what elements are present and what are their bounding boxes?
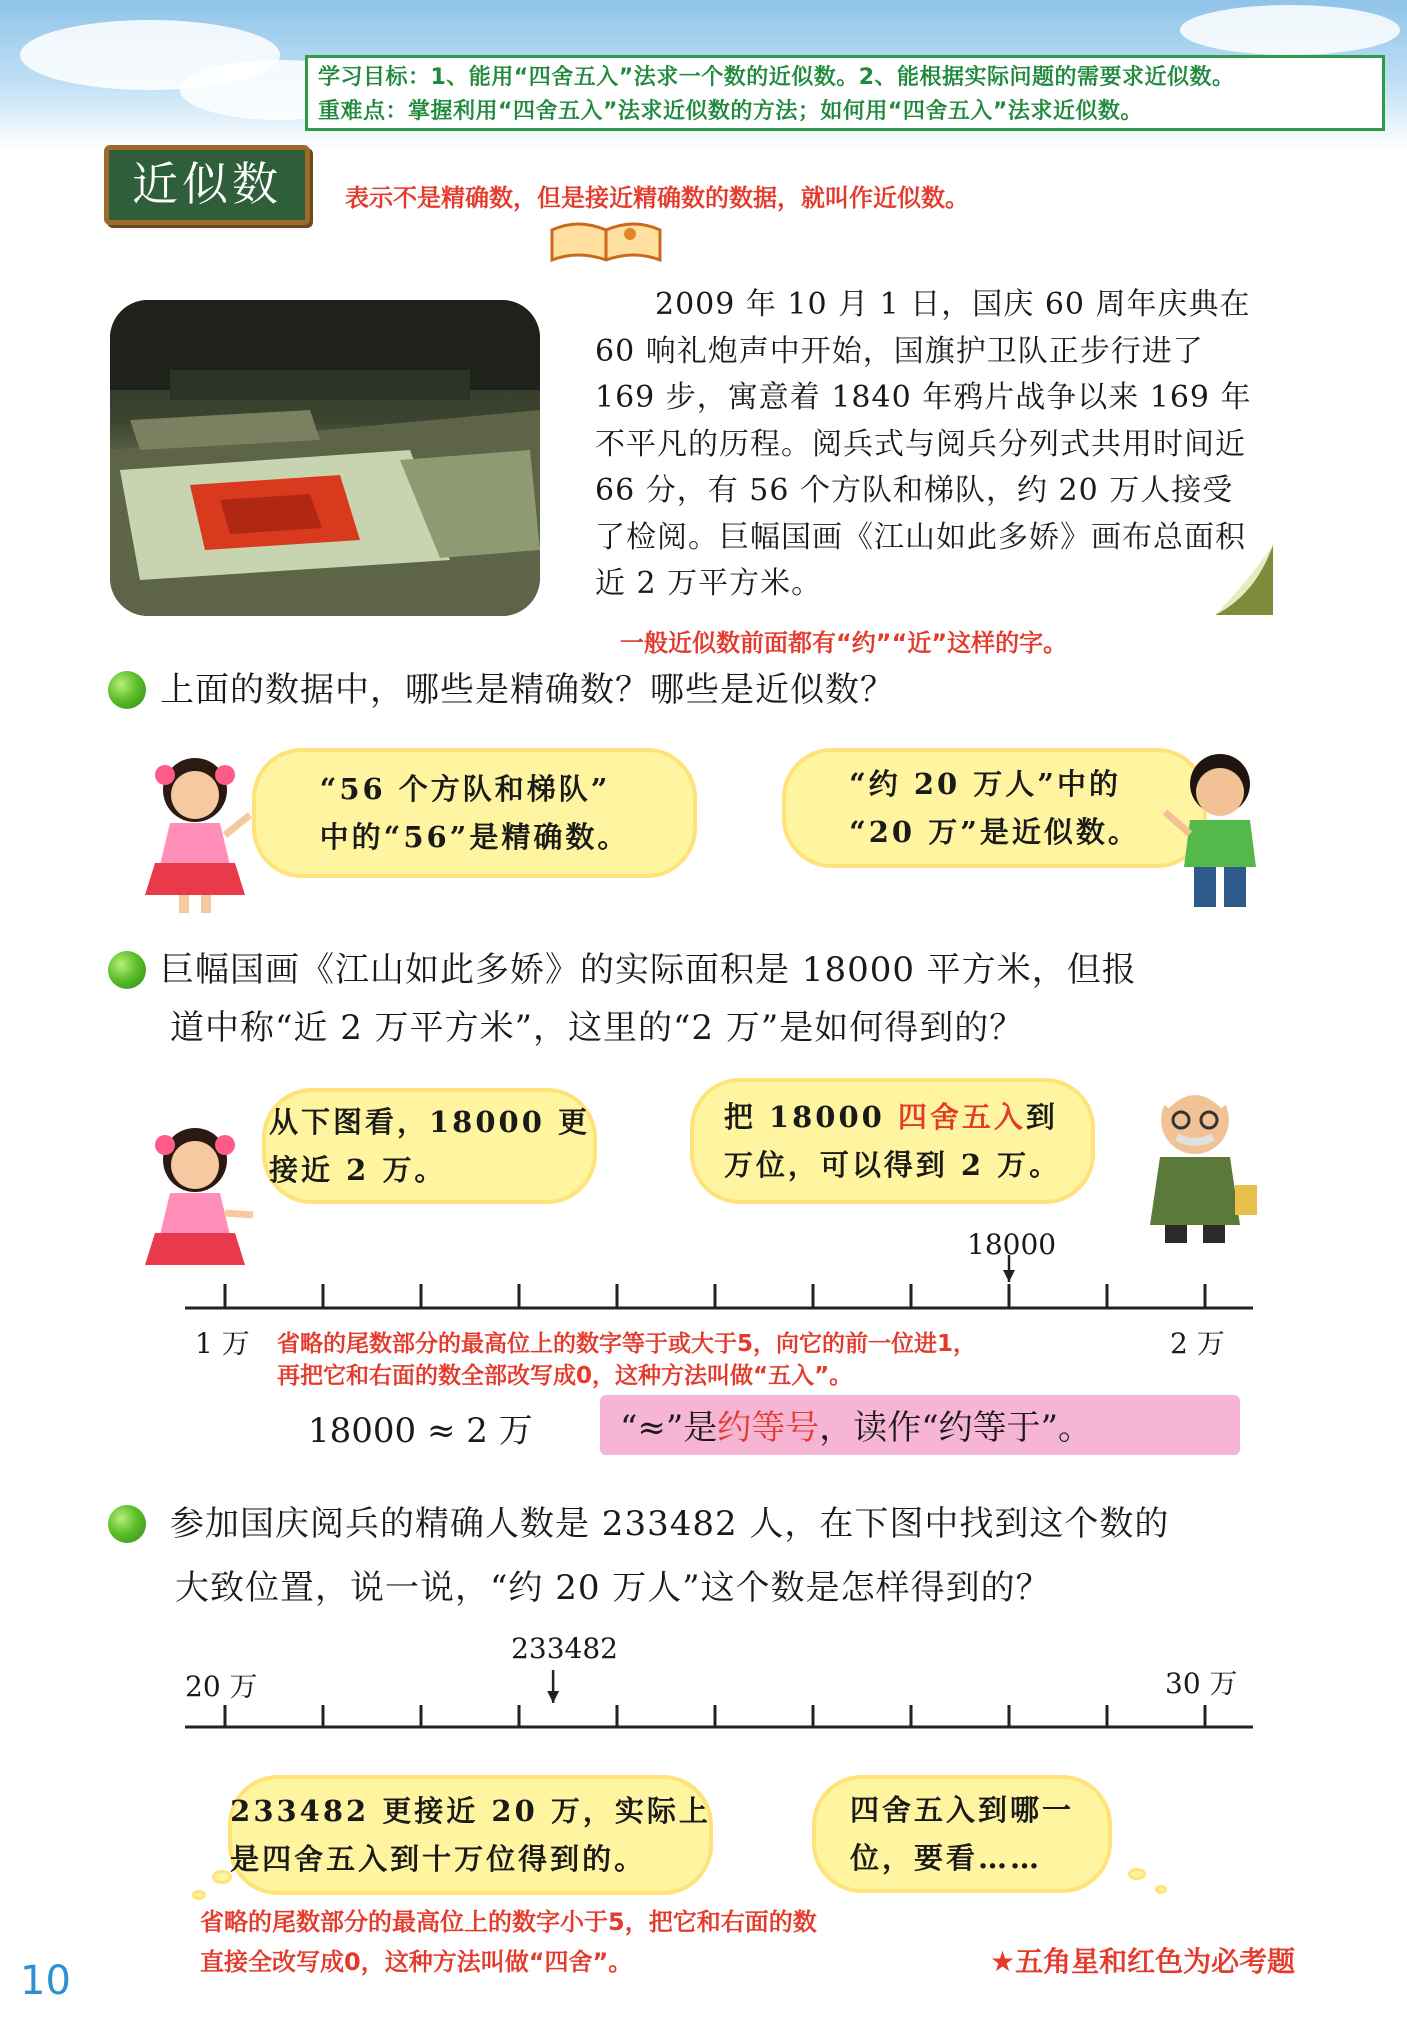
number-line-2 bbox=[185, 1660, 1255, 1735]
speech-bubble-q1-left bbox=[252, 748, 697, 878]
question-2-line-2: 道中称“近 2 万平方米”，这里的“2 万”是如何得到的？ bbox=[170, 1008, 1025, 1048]
marker-label-233482: 233482 bbox=[511, 1632, 618, 1665]
question-3-line-1: 参加国庆阅兵的精确人数是 233482 人，在下图中找到这个数的 bbox=[170, 1504, 1170, 1544]
parade-photo bbox=[110, 300, 540, 616]
bubble-text: “约 20 万人”中的 “20 万”是近似数。 bbox=[849, 767, 1140, 849]
speech-bubble-q3-right bbox=[812, 1775, 1112, 1893]
question-3-line-2: 大致位置，说一说，“约 20 万人”这个数是怎样得到的？ bbox=[175, 1568, 1051, 1608]
footer-star-note: ★五角星和红色为必考题 bbox=[990, 1945, 1296, 1978]
approx-note-part: “≈”是 bbox=[620, 1408, 718, 1448]
speech-bubble-q2-right bbox=[690, 1078, 1095, 1204]
rounding-up-note-1: 省略的尾数部分的最高位上的数字等于或大于5，向它的前一位进1， bbox=[277, 1331, 977, 1357]
axis-label-start: 20 万 bbox=[185, 1670, 258, 1703]
page-number: 10 bbox=[20, 1958, 71, 2004]
approx-note-highlight: 约等号 bbox=[717, 1408, 820, 1448]
boy-character-icon bbox=[1160, 742, 1280, 912]
cloud-decoration bbox=[1180, 5, 1400, 55]
thought-dot bbox=[1155, 1885, 1167, 1894]
bubble-text: 从下图看，18000 更 接近 2 万。 bbox=[269, 1105, 590, 1187]
bubble-text: 四舍五入到哪一 位，要看…… bbox=[849, 1793, 1074, 1875]
approx-sign-note bbox=[620, 1400, 1092, 1449]
axis-label-end: 2 万 bbox=[1170, 1327, 1225, 1360]
thought-dot bbox=[212, 1870, 232, 1884]
speech-bubble-q2-left bbox=[262, 1088, 597, 1204]
girl-character-icon bbox=[135, 745, 255, 915]
open-book-icon bbox=[548, 210, 664, 266]
goals-line-1: 学习目标：1、能用“四舍五入”法求一个数的近似数。2、能根据实际问题的需要求近似数。 bbox=[318, 65, 1235, 90]
bubble-text: 233482 更接近 20 万，实际上 是四舍五入到十万位得到的。 bbox=[230, 1794, 711, 1876]
goals-line-2: 重难点：掌握利用“四舍五入”法求近似数的方法；如何用“四舍五入”法求近似数。 bbox=[318, 99, 1143, 124]
axis-label-start: 1 万 bbox=[195, 1327, 250, 1360]
question-2-line-1: 巨幅国画《江山如此多娇》的实际面积是 18000 平方米，但报 bbox=[160, 950, 1137, 990]
teacher-character-icon bbox=[1125, 1075, 1265, 1245]
bubble-text: “56 个方队和梯队” 中的“56”是精确数。 bbox=[319, 772, 630, 854]
definition-note: 表示不是精确数，但是接近精确数的数据，就叫作近似数。 bbox=[345, 184, 969, 212]
speech-bubble-q3-left bbox=[228, 1775, 713, 1895]
question-1-text: 上面的数据中，哪些是精确数？哪些是近似数？ bbox=[160, 670, 895, 710]
passage-text: 2009 年 10 月 1 日，国庆 60 周年庆典在 60 响礼炮声中开始，国旗护卫队正步行进了 169 步，寓意着 1840 年鸦片战争以来 169 年不平凡的历程。阅兵式与阅兵分列式共用时间近 66 分，有 56 个方队和梯队，约 20 万人接受了检阅。巨幅国画《江山如此多娇》画布总面积近 2 万平方米。 bbox=[595, 287, 1252, 601]
bubble-text-part: 把 18000 bbox=[723, 1100, 898, 1134]
question-bullet-icon bbox=[108, 951, 146, 989]
bubble-text-part: 到 万位，可以得到 2 万。 bbox=[723, 1100, 1062, 1182]
rounding-down-note-1: 省略的尾数部分的最高位上的数字小于5，把它和右面的数 bbox=[200, 1908, 817, 1936]
thought-dot bbox=[1128, 1868, 1146, 1880]
marker-label-18000: 18000 bbox=[967, 1228, 1057, 1261]
number-line-1 bbox=[185, 1255, 1255, 1315]
bubble-text-rounding bbox=[724, 1093, 1061, 1189]
question-bullet-icon bbox=[108, 671, 146, 709]
value-marker-arrowhead bbox=[547, 1691, 559, 1703]
approx-note-part: ，读作“约等于”。 bbox=[819, 1408, 1093, 1448]
approx-words-note: 一般近似数前面都有“约”“近”这样的字。 bbox=[620, 629, 1068, 657]
thought-dot bbox=[192, 1890, 206, 1900]
axis-label-end: 30 万 bbox=[1165, 1667, 1238, 1700]
speech-bubble-q1-right bbox=[782, 748, 1207, 868]
value-marker-arrowhead bbox=[1003, 1270, 1015, 1282]
rounding-up-note-2: 再把它和右面的数全部改写成0，这种方法叫做“五入”。 bbox=[277, 1363, 853, 1389]
bubble-text-highlight: 四舍五入 bbox=[897, 1100, 1026, 1134]
parade-passage bbox=[595, 282, 1255, 608]
section-tag: 近似数 bbox=[104, 145, 310, 225]
learning-goals-box bbox=[305, 55, 1385, 131]
rounding-down-note-2: 直接全改写成0，这种方法叫做“四舍”。 bbox=[200, 1948, 633, 1976]
question-bullet-icon bbox=[108, 1505, 146, 1543]
page-curl-decoration bbox=[1215, 545, 1275, 615]
approx-expression: 18000 ≈ 2 万 bbox=[308, 1411, 533, 1451]
